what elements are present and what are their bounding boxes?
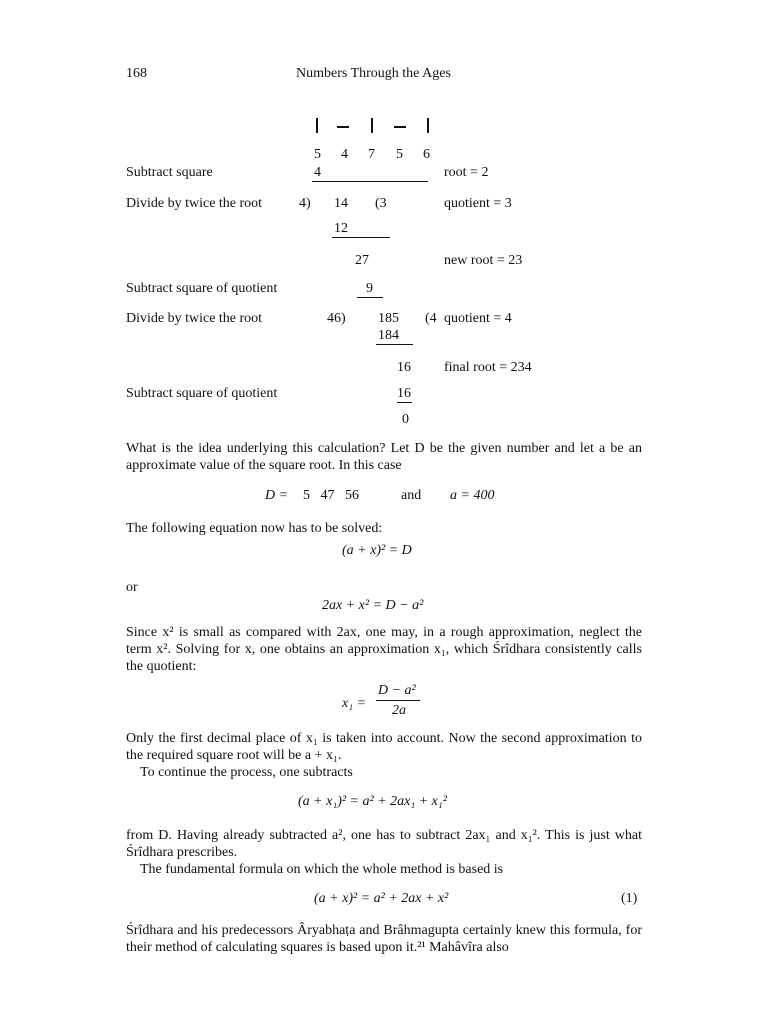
digit: 6: [423, 147, 430, 162]
calc-number: 185: [378, 311, 399, 326]
calc-number: 12: [334, 221, 348, 236]
calc-number: 4): [299, 196, 311, 211]
marker-bar: [316, 118, 318, 133]
equation: (a + x₁)² = a² + 2ax₁ + x₁²: [298, 794, 447, 809]
paragraph: Since x² is small as compared with 2ax, one may, in a rough approximation, neglect the term x². Solving for x, one obtains an approximation x₁, which Śrîdhara consistently calls the quotient:: [126, 625, 642, 674]
page-number: 168: [126, 66, 147, 81]
step-label: Divide by twice the root: [126, 196, 263, 211]
calc-number: (3: [375, 196, 387, 211]
step-note: new root = 23: [444, 253, 523, 268]
equation-number: (1): [621, 891, 638, 906]
step-label: Subtract square of quotient: [126, 281, 278, 296]
marker-bar: [427, 118, 429, 133]
digit: 7: [368, 147, 375, 162]
calc-number: 184: [378, 328, 399, 343]
fraction-numerator: D − a²: [378, 683, 416, 698]
paragraph: To continue the process, one subtracts: [140, 765, 353, 780]
equation-a: a = 400: [450, 488, 495, 503]
paragraph: The fundamental formula on which the whole method is based is: [140, 862, 504, 877]
step-note: root = 2: [444, 165, 489, 180]
marker-bar: [371, 118, 373, 133]
paragraph: from D. Having already subtracted a², one has to subtract 2ax₁ and x₁². This is just what Śrîdhara prescribes.: [126, 828, 642, 860]
paragraph: The following equation now has to be solved:: [126, 521, 383, 536]
marker-dash: [394, 126, 406, 128]
step-note: final root = 234: [444, 360, 532, 375]
paragraph: Only the first decimal place of x₁ is taken into account. Now the second approximation to the required square root will be a + x₁.: [126, 731, 642, 763]
calc-number: 4: [314, 165, 321, 180]
calc-number: 46): [327, 311, 346, 326]
equation: 2ax + x² = D − a²: [322, 598, 424, 613]
equation: (a + x)² = a² + 2ax + x²: [314, 891, 449, 906]
calc-number: 27: [355, 253, 369, 268]
step-label: Subtract square of quotient: [126, 386, 278, 401]
fraction-bar: [376, 700, 420, 701]
calc-rule: [332, 237, 390, 238]
calc-number: 0: [402, 412, 409, 427]
digit: 4: [341, 147, 348, 162]
running-title: Numbers Through the Ages: [296, 66, 451, 81]
calc-rule: [357, 297, 383, 298]
marker-dash: [337, 126, 349, 128]
equation-lhs: x₁ =: [342, 696, 367, 711]
equation: (a + x)² = D: [342, 543, 412, 558]
connector-text: or: [126, 580, 138, 595]
equation-D: D =: [265, 488, 289, 503]
step-label: Divide by twice the root: [126, 311, 263, 326]
paragraph: Śrîdhara and his predecessors Âryabhaṭa and Brâhmagupta certainly knew this formula, for their method of calculating squares is based upon it.²¹ Mahâvîra also: [126, 923, 642, 955]
equation-and: and: [401, 488, 422, 503]
calc-number: 9: [366, 281, 373, 296]
step-note: quotient = 4: [444, 311, 512, 326]
calc-rule: [312, 181, 428, 182]
calc-rule: [397, 402, 412, 403]
equation-D-digits: 5 47 56: [303, 488, 359, 503]
calc-number: 14: [334, 196, 348, 211]
calc-number: 16: [397, 360, 411, 375]
calc-number: 16: [397, 386, 411, 401]
step-label: Subtract square: [126, 165, 213, 180]
calc-rule: [376, 344, 413, 345]
digit: 5: [314, 147, 321, 162]
digit: 5: [396, 147, 403, 162]
step-note: quotient = 3: [444, 196, 512, 211]
paragraph: What is the idea underlying this calculation? Let D be the given number and let a be an approximate value of the square root. In this case: [126, 441, 642, 473]
calc-number: (4: [425, 311, 437, 326]
fraction-denominator: 2a: [392, 703, 406, 718]
